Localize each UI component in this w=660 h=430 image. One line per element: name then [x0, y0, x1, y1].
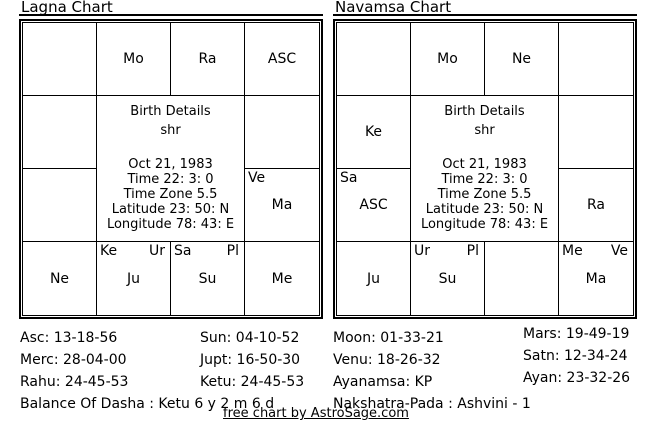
- navamsa-house-r3c4: [559, 169, 633, 242]
- planet-label-neptune: Ne: [511, 51, 532, 67]
- venus-position: Venu: 18-26-32: [333, 352, 441, 368]
- ascendant-label: ASC: [359, 197, 388, 213]
- birth-longitude: Longitude 78: 43: E: [106, 217, 235, 232]
- astrosage-link[interactable]: free chart by AstroSage.com: [223, 406, 409, 421]
- lagna-house-r1c2: [97, 23, 171, 96]
- navamsa-positions-block: [333, 327, 645, 415]
- navamsa-birth-details-panel: [411, 96, 559, 242]
- footer: [0, 406, 632, 421]
- navamsa-house-r1c3: [485, 23, 559, 96]
- nakshatra-pada: Nakshatra-Pada : Ashvini - 1: [333, 396, 531, 412]
- lagna-house-r2c1: [23, 96, 97, 169]
- navamsa-house-r1c1: [337, 23, 411, 96]
- jupiter-position: Jupt: 16-50-30: [200, 352, 301, 368]
- planet-label-rahu: Ra: [587, 197, 605, 213]
- birth-timezone: Time Zone 5.5: [437, 187, 532, 202]
- lagna-positions-block: [20, 327, 326, 415]
- balance-of-dasha: Balance Of Dasha : Ketu 6 y 2 m 6 d: [20, 396, 275, 412]
- planet-label-sun: Su: [198, 270, 217, 287]
- planet-label-saturn: Sa: [174, 243, 192, 259]
- lagna-house-r1c1: [23, 23, 97, 96]
- planet-label-moon: Mo: [437, 51, 458, 67]
- planet-label-sun: Su: [438, 270, 457, 287]
- birth-details-spacer: [97, 140, 244, 157]
- birth-date: Oct 21, 1983: [128, 157, 213, 172]
- navamsa-house-r4c3: [485, 242, 559, 315]
- planet-label-uranus: Ur: [148, 243, 165, 259]
- navamsa-house-r1c2: [411, 23, 485, 96]
- ketu-position: Ketu: 24-45-53: [200, 374, 305, 390]
- navamsa-chart-grid: [336, 22, 634, 316]
- birth-time: Time 22: 3: 0: [127, 172, 214, 187]
- positions-row: [20, 371, 326, 393]
- lagna-house-r4c2: [97, 242, 171, 315]
- birth-latitude: Latitude 23: 50: N: [111, 202, 230, 217]
- lagna-chart-title: Lagna Chart: [19, 0, 323, 16]
- birth-name: shr: [474, 123, 495, 138]
- lagna-house-r2c4: [245, 96, 319, 169]
- lagna-birth-details-panel: [97, 96, 245, 242]
- moon-position: Moon: 01-33-21: [333, 330, 444, 346]
- birth-details-heading: Birth Details: [444, 104, 525, 119]
- birth-date: Oct 21, 1983: [442, 157, 527, 172]
- birth-longitude: Longitude 78: 43: E: [420, 217, 549, 232]
- ascendant-label: ASC: [267, 51, 297, 67]
- rahu-position: Rahu: 24-45-53: [20, 374, 129, 390]
- lagna-chart-grid: [22, 22, 320, 316]
- navamsa-house-r4c1: [337, 242, 411, 315]
- sun-position: Sun: 04-10-52: [200, 330, 300, 346]
- ayanamsa-value: Ayanamsa: KP: [333, 374, 433, 390]
- positions-row: [20, 349, 326, 371]
- birth-time: Time 22: 3: 0: [441, 172, 528, 187]
- planet-label-ketu: Ke: [364, 124, 383, 140]
- planet-label-neptune: Ne: [49, 270, 70, 287]
- birth-details-heading: Birth Details: [130, 104, 211, 119]
- birth-name: shr: [160, 123, 181, 138]
- asc-position: Asc: 13-18-56: [20, 330, 118, 346]
- planet-label-mars: Ma: [271, 197, 293, 213]
- navamsa-house-r2c4: [559, 96, 633, 169]
- navamsa-house-r4c2: [411, 242, 485, 315]
- planet-label-jupiter: Ju: [126, 270, 140, 287]
- positions-row: [20, 327, 326, 349]
- navamsa-chart: [333, 19, 637, 319]
- mercury-position: Merc: 28-04-00: [20, 352, 127, 368]
- planet-label-venus: Ve: [610, 243, 628, 259]
- lagna-house-r3c1: [23, 169, 97, 242]
- planet-label-ketu: Ke: [100, 243, 118, 259]
- navamsa-house-r2c1: [337, 96, 411, 169]
- lagna-house-r4c3: [171, 242, 245, 315]
- navamsa-chart-title: Navamsa Chart: [333, 0, 637, 16]
- birth-latitude: Latitude 23: 50: N: [425, 202, 544, 217]
- lagna-chart-block: [19, 0, 323, 320]
- planet-label-rahu: Ra: [198, 51, 217, 67]
- lagna-house-r4c4: [245, 242, 319, 315]
- positions-row: [333, 371, 645, 393]
- planet-label-saturn: Sa: [340, 170, 358, 186]
- lagna-house-r1c3: [171, 23, 245, 96]
- planet-label-pluto: Pl: [466, 243, 479, 259]
- navamsa-chart-block: [333, 0, 637, 320]
- planet-label-moon: Mo: [123, 51, 144, 67]
- navamsa-house-r1c4: [559, 23, 633, 96]
- planet-label-pluto: Pl: [226, 243, 239, 259]
- navamsa-house-r3c1: [337, 169, 411, 242]
- navamsa-house-r4c4: [559, 242, 633, 315]
- ayan-value: Ayan: 23-32-26: [523, 370, 631, 386]
- saturn-position: Satn: 12-34-24: [523, 348, 628, 364]
- lagna-house-r1c4: [245, 23, 319, 96]
- planet-label-mercury: Me: [562, 243, 583, 259]
- lagna-house-r3c4: [245, 169, 319, 242]
- planet-label-uranus: Ur: [414, 243, 431, 259]
- planet-label-venus: Ve: [248, 170, 266, 186]
- planet-label-jupiter: Ju: [366, 270, 380, 287]
- lagna-house-r4c1: [23, 242, 97, 315]
- planet-label-mars: Ma: [585, 270, 607, 287]
- birth-details-spacer: [411, 140, 558, 157]
- birth-timezone: Time Zone 5.5: [123, 187, 218, 202]
- planet-label-mercury: Me: [271, 270, 293, 287]
- mars-position: Mars: 19-49-19: [523, 326, 630, 342]
- lagna-chart: [19, 19, 323, 319]
